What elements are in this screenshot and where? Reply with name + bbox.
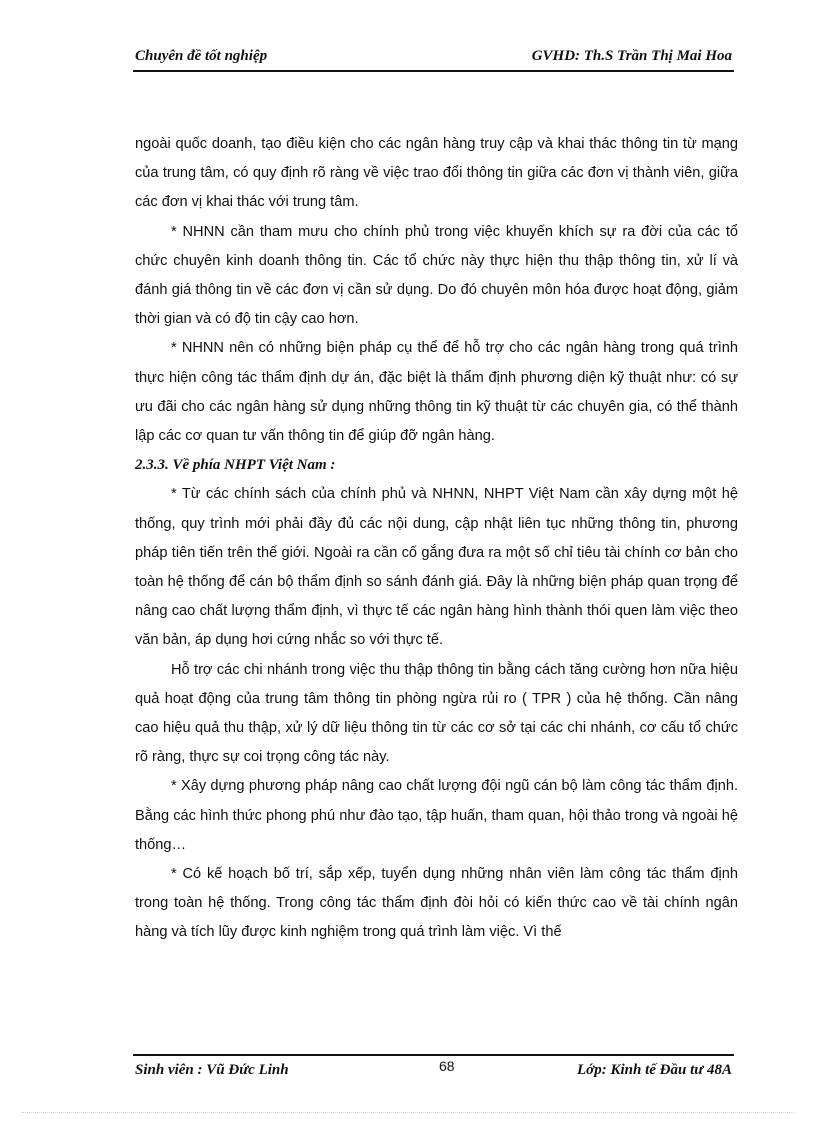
bottom-dotted-rule (22, 1112, 794, 1113)
header-supervisor: GVHD: Th.S Trần Thị Mai Hoa (531, 48, 732, 64)
paragraph-5: Hỗ trợ các chi nhánh trong việc thu thập thông tin bằng cách tăng cường hơn nữa hiệu quả hoạt động của trung tâm thông tin phòng ngừa rủi ro ( TPR ) của hệ thống. Cần nâng cao hiệu quả thu thập, xử lý dữ liệu thông tin từ các cơ sở tại các chi nhánh, cơ cấu tổ chức rõ ràng, thực sự coi trọng công tác này. (135, 661, 738, 766)
page-number: 68 (439, 1058, 455, 1074)
paragraph-4: * Từ các chính sách của chính phủ và NHNN, NHPT Việt Nam cần xây dựng một hệ thống, quy trình mới phải đầy đủ các nội dung, cập nhật liên tục những thông tin, phương pháp tiên tiến trên thế giới. Ngoài ra cần cố gắng đưa ra một số chỉ tiêu tài chính cơ bản cho toàn hệ thống để cán bộ thẩm định so sánh đánh giá. Đây là những biện pháp quan trọng để nâng cao chất lượng thẩm định, vì thực tế các ngân hàng hình thành thói quen làm việc theo văn bản, áp dụng hơi cứng nhắc so với thực tế. (135, 486, 738, 649)
paragraph-2: * NHNN cần tham mưu cho chính phủ trong việc khuyến khích sự ra đời của các tổ chức chuyên kinh doanh thông tin. Các tổ chức này thực hiện thu thập thông tin, xử lí và đánh giá thông tin về các đơn vị cần sử dụng. Do đó chuyên môn hóa được hoạt động, giảm thời gian và có độ tin cậy cao hơn. (135, 223, 738, 328)
paragraph-1: ngoài quốc doanh, tạo điều kiện cho các ngân hàng truy cập và khai thác thông tin từ mạng của trung tâm, có quy định rõ ràng về việc trao đổi thông tin giữa các đơn vị thành viên, giữa các đơn vị khai thác với trung tâm. (135, 136, 738, 211)
footer-student: Sinh viên : Vũ Đức Linh (135, 1062, 289, 1078)
section-heading: 2.3.3. Về phía NHPT Việt Nam : (135, 457, 336, 474)
paragraph-6: * Xây dựng phương pháp nâng cao chất lượng đội ngũ cán bộ làm công tác thẩm định. Bằng các hình thức phong phú như đào tạo, tập huấn, tham quan, hội thảo trong và ngoài hệ thống… (135, 778, 738, 853)
footer-class: Lớp: Kinh tế Đầu tư 48A (577, 1062, 732, 1078)
header-document-title: Chuyên đề tốt nghiệp (135, 48, 268, 64)
paragraph-3: * NHNN nên có những biện pháp cụ thể để hỗ trợ cho các ngân hàng trong quá trình thực hiện công tác thẩm định dự án, đặc biệt là thẩm định phương diện kỹ thuật như: có sự ưu đãi cho các ngân hàng sử dụng những thông tin kỹ thuật từ các chuyên gia, có thể thành lập các cơ quan tư vấn thông tin để giúp đỡ ngân hàng. (135, 340, 738, 445)
page-header (133, 44, 734, 72)
page-footer (133, 1054, 734, 1086)
page-body (135, 130, 738, 948)
paragraph-7: * Có kế hoạch bố trí, sắp xếp, tuyển dụng những nhân viên làm công tác thẩm định trong toàn hệ thống. Trong công tác thẩm định đòi hỏi có kiến thức cao về tài chính ngân hàng và tích lũy được kinh nghiệm trong quá trình làm việc. Vì thế (135, 866, 738, 941)
